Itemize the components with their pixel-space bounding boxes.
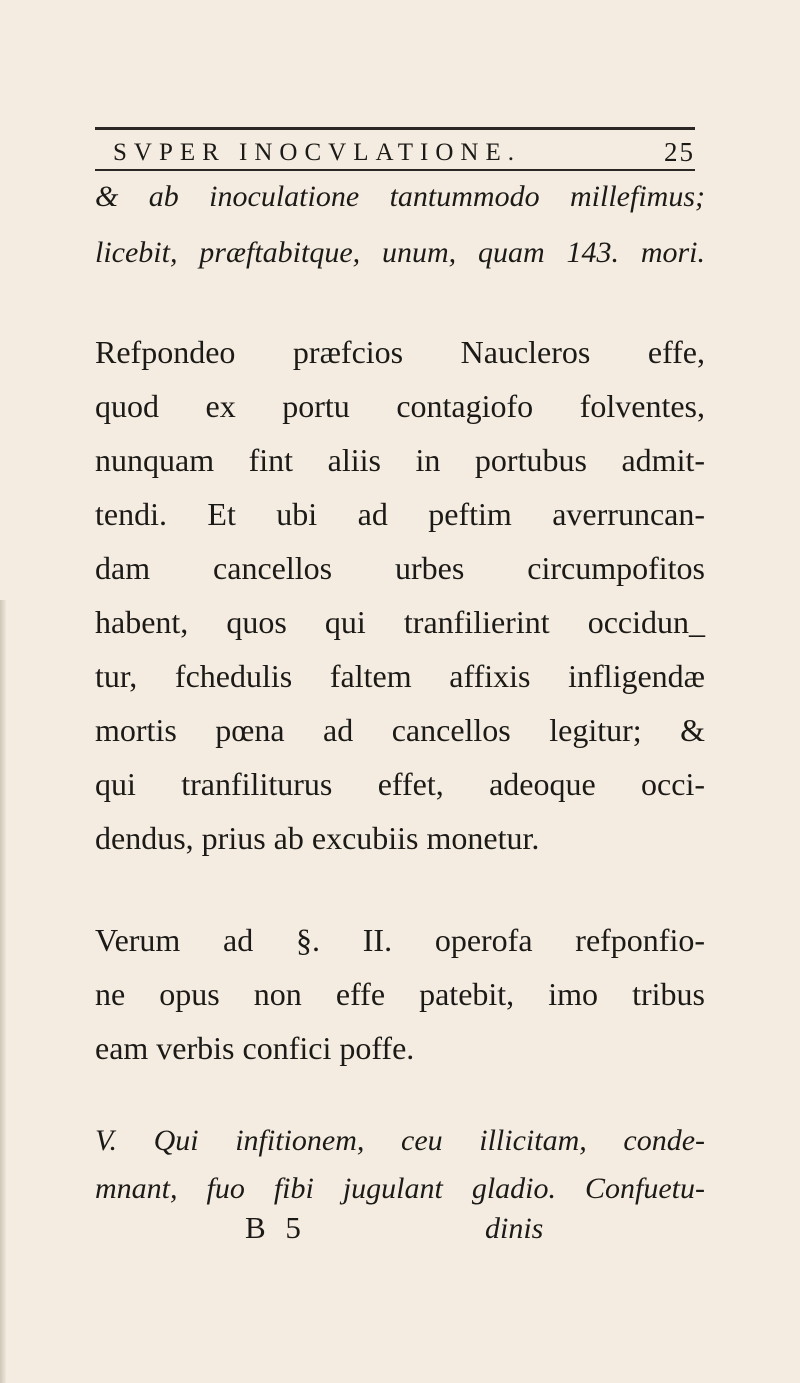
header-rule-bottom [95,169,695,171]
text-line: tur, fchedulis faltem affixis infligendæ [95,658,705,694]
text-line: ne opus non effe patebit, imo tribus [95,976,705,1012]
page-edge-shadow [0,600,6,1383]
text-line: licebit, præftabitque, unum, quam 143. mori. [95,236,705,269]
text-line: mortis pœna ad cancellos legitur; & [95,712,705,748]
running-title: SVPER INOCVLATIONE. [113,139,521,166]
text-line: Refpondeo præfcios Naucleros effe, [95,334,705,370]
signature-mark: B 5 [245,1210,307,1245]
text-line: dam cancellos urbes circumpofitos [95,550,705,586]
text-line: & ab inoculatione tantummodo millefimus; [95,180,705,213]
running-head [95,133,695,169]
text-line: Verum ad §. II. operofa refponfio- [95,922,705,958]
text-line: eam verbis confici poffe. [95,1030,415,1066]
page-footer [95,1210,705,1250]
text-line: V. Qui infitionem, ceu illicitam, conde- [95,1124,705,1157]
catchword: dinis [485,1212,544,1245]
text-line: quod ex portu contagiofo folventes, [95,388,705,424]
text-line: nunquam fint aliis in portubus admit- [95,442,705,478]
text-line: mnant, fuo fibi jugulant gladio. Confuetu- [95,1172,705,1205]
header-rule-top [95,127,695,130]
text-line: qui tranfiliturus effet, adeoque occi- [95,766,705,802]
text-line: habent, quos qui tranfilierint occidun_ [95,604,705,640]
text-line: dendus, prius ab excubiis monetur. [95,820,540,856]
page-number: 25 [664,137,695,167]
text-line: tendi. Et ubi ad peftim averruncan- [95,496,705,532]
